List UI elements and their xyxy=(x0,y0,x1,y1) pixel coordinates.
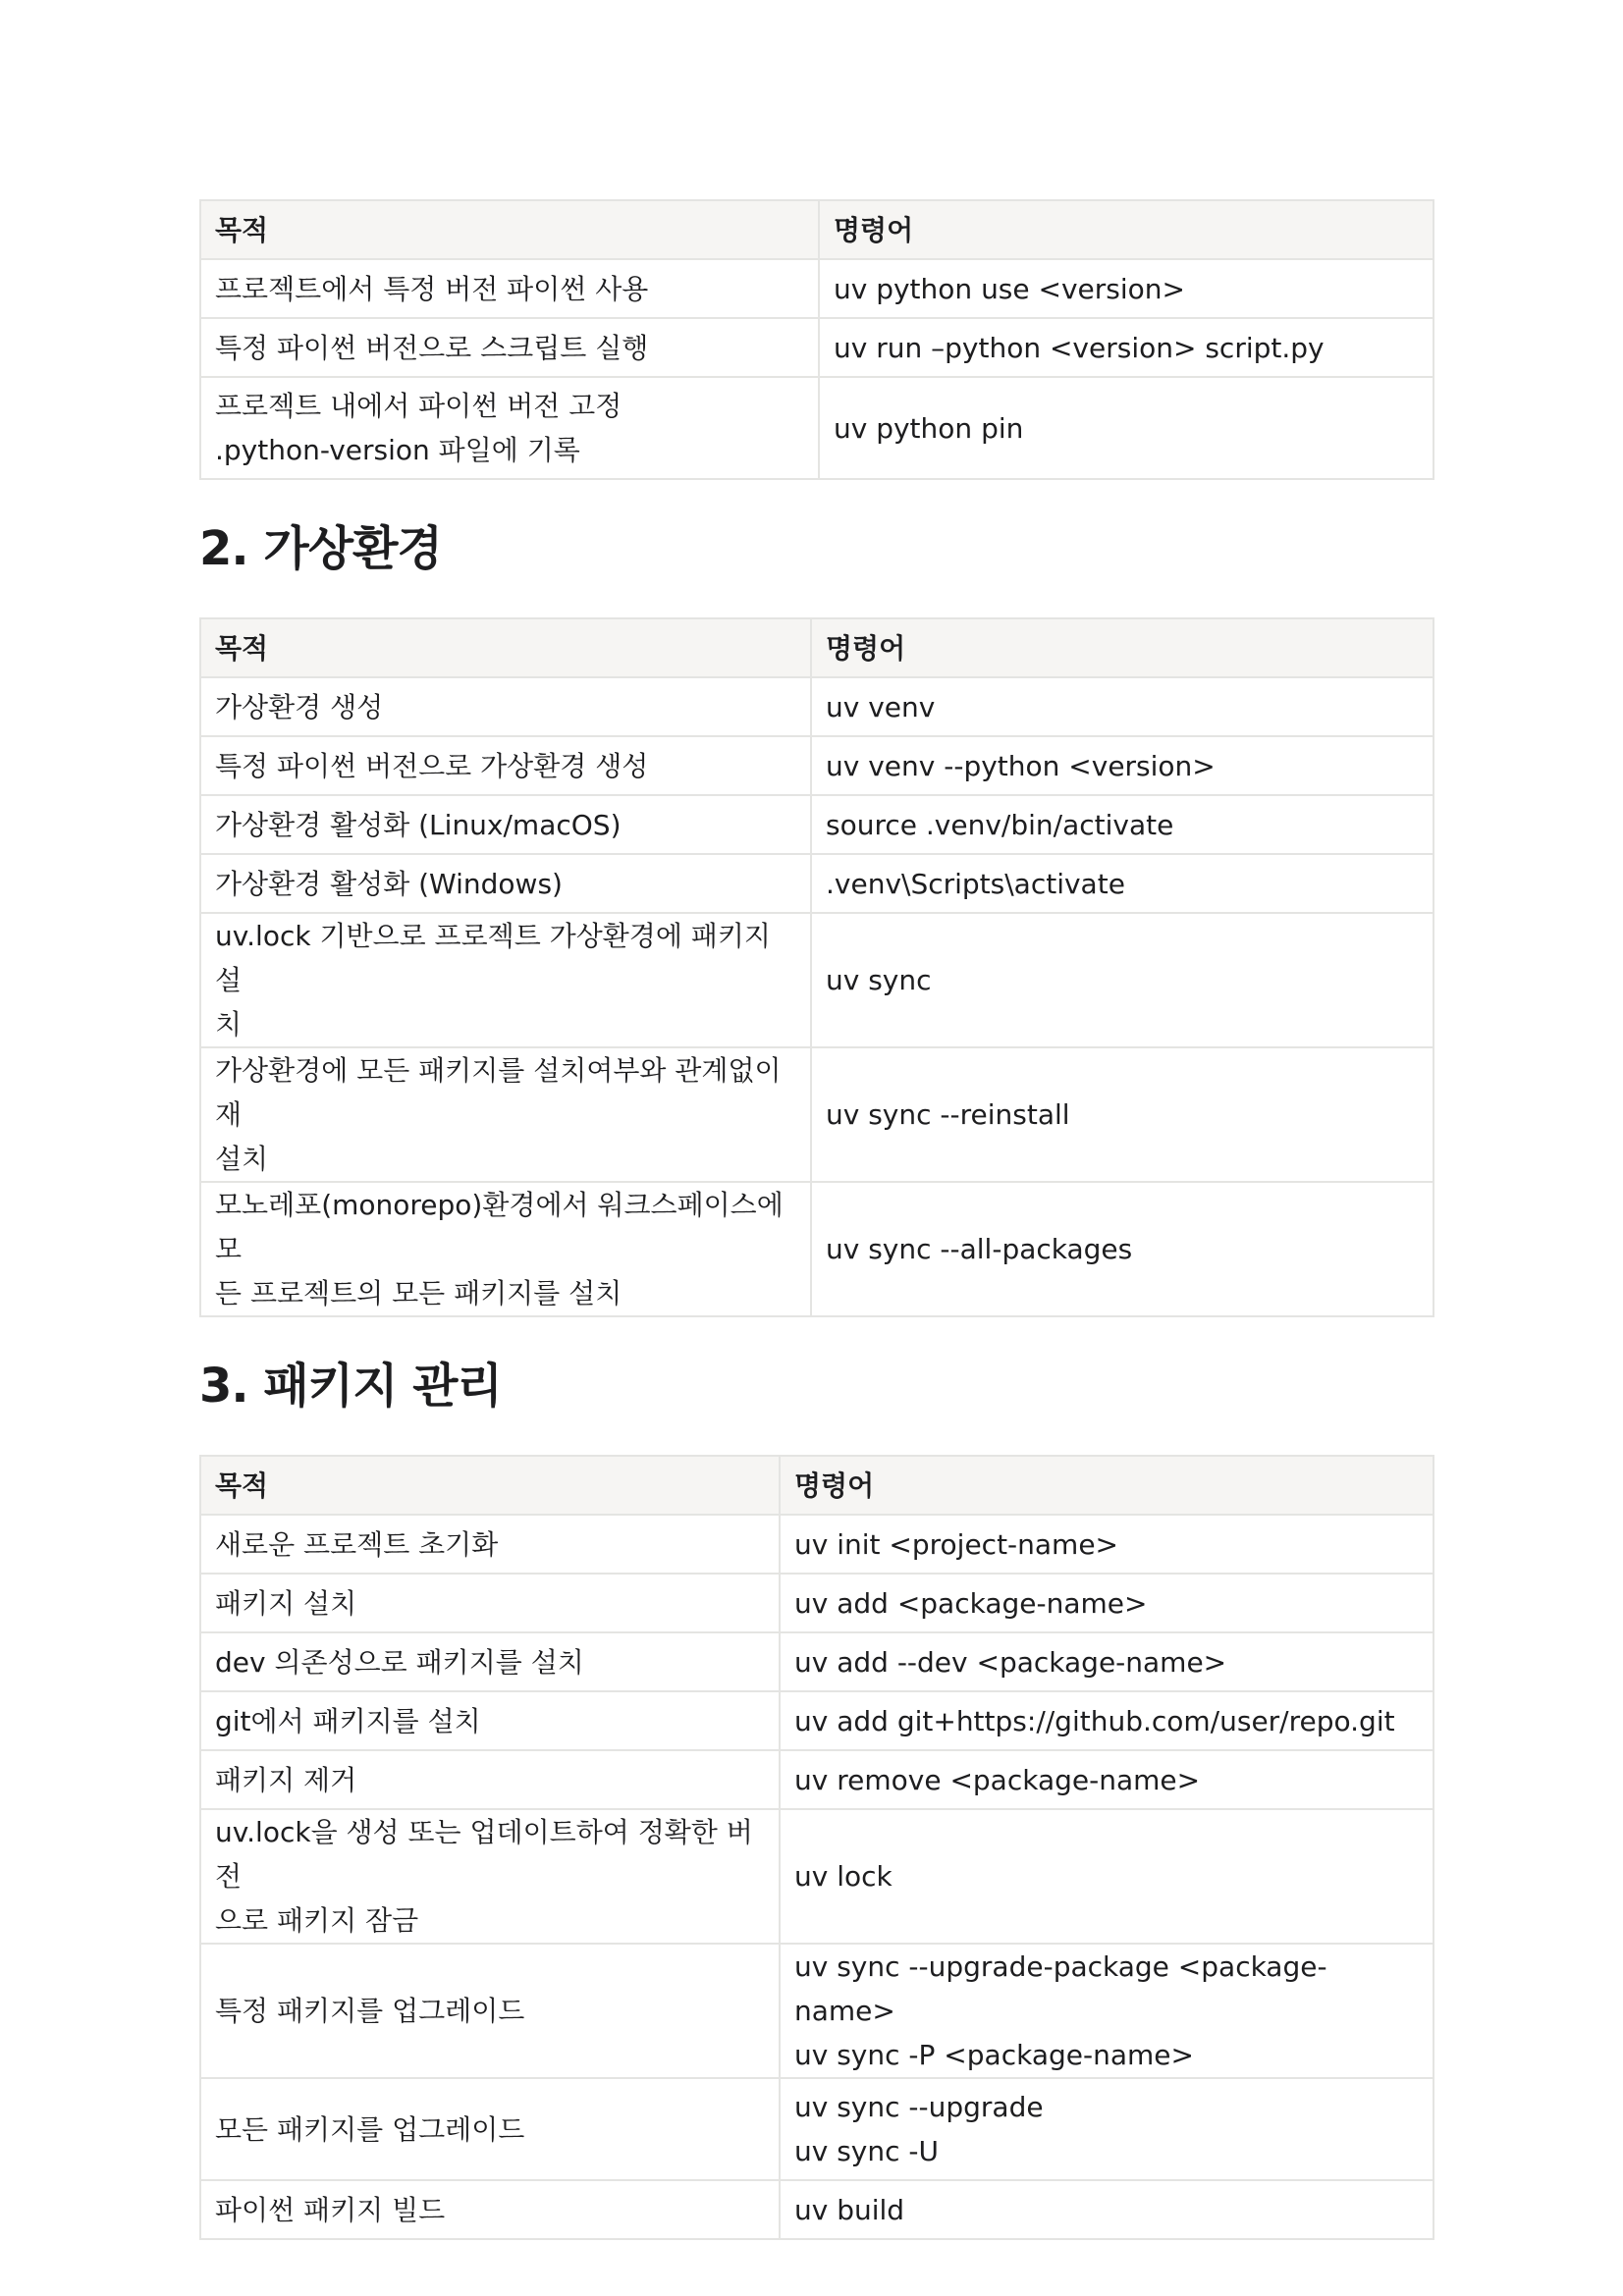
purpose-cell xyxy=(200,1944,780,2078)
table-header-row xyxy=(200,618,1434,677)
command-cell xyxy=(811,1182,1434,1316)
header-purpose: 목적 xyxy=(200,200,819,259)
command-text: uv venv --python <version> xyxy=(826,749,1216,782)
command-cell xyxy=(811,736,1434,795)
purpose-text: 가상환경 활성화 (Linux/macOS) xyxy=(215,808,622,841)
purpose-text: 으로 패키지 잠금 xyxy=(215,1904,419,1937)
purpose-cell xyxy=(200,2078,780,2180)
table-row xyxy=(200,1944,1434,2078)
purpose-cell xyxy=(200,1632,780,1691)
command-text: uv python use <version> xyxy=(834,272,1185,305)
purpose-text: 가상환경 활성화 (Windows) xyxy=(215,867,563,900)
table-row xyxy=(200,377,1434,479)
purpose-cell xyxy=(200,259,819,318)
command-text: uv lock xyxy=(794,1860,893,1893)
command-cell xyxy=(811,854,1434,913)
command-text: uv add <package-name> xyxy=(794,1586,1148,1620)
command-text: source .venv/bin/activate xyxy=(826,808,1174,841)
purpose-cell xyxy=(200,1574,780,1632)
purpose-text: 프로젝트 내에서 파이썬 버전 고정 xyxy=(215,390,622,422)
purpose-cell xyxy=(200,854,811,913)
command-cell xyxy=(811,1047,1434,1182)
command-cell xyxy=(780,1691,1434,1750)
command-cell xyxy=(780,2078,1434,2180)
purpose-text: 패키지 설치 xyxy=(215,1586,357,1620)
command-cell xyxy=(819,318,1434,377)
command-text: uv sync --upgrade-package <package-name> xyxy=(794,1950,1327,2027)
purpose-text: 치 xyxy=(215,1008,243,1041)
header-command: 명령어 xyxy=(780,1456,1434,1515)
command-text: uv sync xyxy=(826,964,932,996)
command-text: uv add --dev <package-name> xyxy=(794,1645,1227,1679)
python-version-table xyxy=(199,199,1434,480)
purpose-text: .python-version 파일에 기록 xyxy=(215,434,580,466)
table-row xyxy=(200,1515,1434,1574)
table-row xyxy=(200,1691,1434,1750)
command-text: uv sync --upgrade xyxy=(794,2091,1044,2123)
command-text: uv build xyxy=(794,2193,905,2226)
command-cell xyxy=(811,795,1434,854)
command-cell xyxy=(780,1809,1434,1944)
purpose-cell xyxy=(200,1691,780,1750)
command-cell xyxy=(780,2180,1434,2239)
table-row xyxy=(200,795,1434,854)
header-command: 명령어 xyxy=(811,618,1434,677)
purpose-text: 든 프로젝트의 모든 패키지를 설치 xyxy=(215,1277,622,1309)
command-text: uv sync -P <package-name> xyxy=(794,2039,1194,2071)
command-text: uv run –python <version> script.py xyxy=(834,331,1325,364)
purpose-text: 새로운 프로젝트 초기화 xyxy=(215,1527,499,1561)
purpose-text: 가상환경에 모든 패키지를 설치여부와 관계없이 재 xyxy=(215,1054,782,1131)
table-row xyxy=(200,318,1434,377)
command-text: .venv\Scripts\activate xyxy=(826,867,1125,900)
table-row xyxy=(200,1574,1434,1632)
table-row xyxy=(200,854,1434,913)
table-row xyxy=(200,1182,1434,1316)
purpose-cell xyxy=(200,1182,811,1316)
table-row xyxy=(200,2180,1434,2239)
virtualenv-table xyxy=(199,617,1434,1317)
purpose-text: 가상환경 생성 xyxy=(215,690,384,723)
purpose-cell xyxy=(200,1809,780,1944)
purpose-cell xyxy=(200,736,811,795)
document-page xyxy=(199,199,1434,2240)
purpose-cell xyxy=(200,677,811,736)
purpose-cell xyxy=(200,318,819,377)
table-row xyxy=(200,677,1434,736)
purpose-cell xyxy=(200,913,811,1047)
command-cell xyxy=(780,1632,1434,1691)
purpose-text: 파이썬 패키지 빌드 xyxy=(215,2193,446,2226)
command-text: uv init <project-name> xyxy=(794,1527,1119,1561)
purpose-cell xyxy=(200,377,819,479)
purpose-text: dev 의존성으로 패키지를 설치 xyxy=(215,1645,584,1679)
section-title-package-management: 3. 패키지 관리 xyxy=(199,1359,502,1414)
command-cell xyxy=(811,913,1434,1047)
table-row xyxy=(200,259,1434,318)
table-row xyxy=(200,1047,1434,1182)
table-row xyxy=(200,1809,1434,1944)
command-cell xyxy=(811,677,1434,736)
purpose-text: 설치 xyxy=(215,1143,269,1175)
purpose-text: uv.lock 기반으로 프로젝트 가상환경에 패키지 설 xyxy=(215,920,771,996)
command-text: uv sync -U xyxy=(794,2135,940,2167)
command-cell xyxy=(780,1574,1434,1632)
purpose-text: 특정 패키지를 업그레이드 xyxy=(215,1995,525,2027)
table-row xyxy=(200,736,1434,795)
command-text: uv sync --reinstall xyxy=(826,1098,1070,1131)
table-row xyxy=(200,913,1434,1047)
purpose-text: 특정 파이썬 버전으로 가상환경 생성 xyxy=(215,749,649,782)
purpose-text: 모든 패키지를 업그레이드 xyxy=(215,2112,525,2146)
table-row xyxy=(200,2078,1434,2180)
package-management-table xyxy=(199,1455,1434,2240)
purpose-text: uv.lock을 생성 또는 업데이트하여 정확한 버전 xyxy=(215,1816,753,1893)
purpose-text: 프로젝트에서 특정 버전 파이썬 사용 xyxy=(215,272,649,305)
command-cell xyxy=(819,377,1434,479)
header-purpose: 목적 xyxy=(200,618,811,677)
table-row xyxy=(200,1632,1434,1691)
purpose-cell xyxy=(200,1515,780,1574)
section-title-virtualenv: 2. 가상환경 xyxy=(199,521,442,576)
command-cell xyxy=(780,1750,1434,1809)
purpose-text: 특정 파이썬 버전으로 스크립트 실행 xyxy=(215,331,649,364)
command-cell xyxy=(819,259,1434,318)
purpose-text: 패키지 제거 xyxy=(215,1763,357,1796)
command-cell xyxy=(780,1944,1434,2078)
purpose-cell xyxy=(200,795,811,854)
purpose-cell xyxy=(200,2180,780,2239)
command-text: uv python pin xyxy=(834,411,1024,445)
header-command: 명령어 xyxy=(819,200,1434,259)
command-cell xyxy=(780,1515,1434,1574)
purpose-cell xyxy=(200,1047,811,1182)
table-header-row xyxy=(200,1456,1434,1515)
table-header-row xyxy=(200,200,1434,259)
command-text: uv remove <package-name> xyxy=(794,1763,1201,1796)
header-purpose: 목적 xyxy=(200,1456,780,1515)
purpose-text: 모노레포(monorepo)환경에서 워크스페이스에 모 xyxy=(215,1189,784,1265)
purpose-text: git에서 패키지를 설치 xyxy=(215,1704,481,1737)
table-row xyxy=(200,1750,1434,1809)
command-text: uv venv xyxy=(826,690,936,723)
purpose-cell xyxy=(200,1750,780,1809)
command-text: uv add git+https://github.com/user/repo.git xyxy=(794,1704,1395,1737)
command-text: uv sync --all-packages xyxy=(826,1233,1133,1265)
